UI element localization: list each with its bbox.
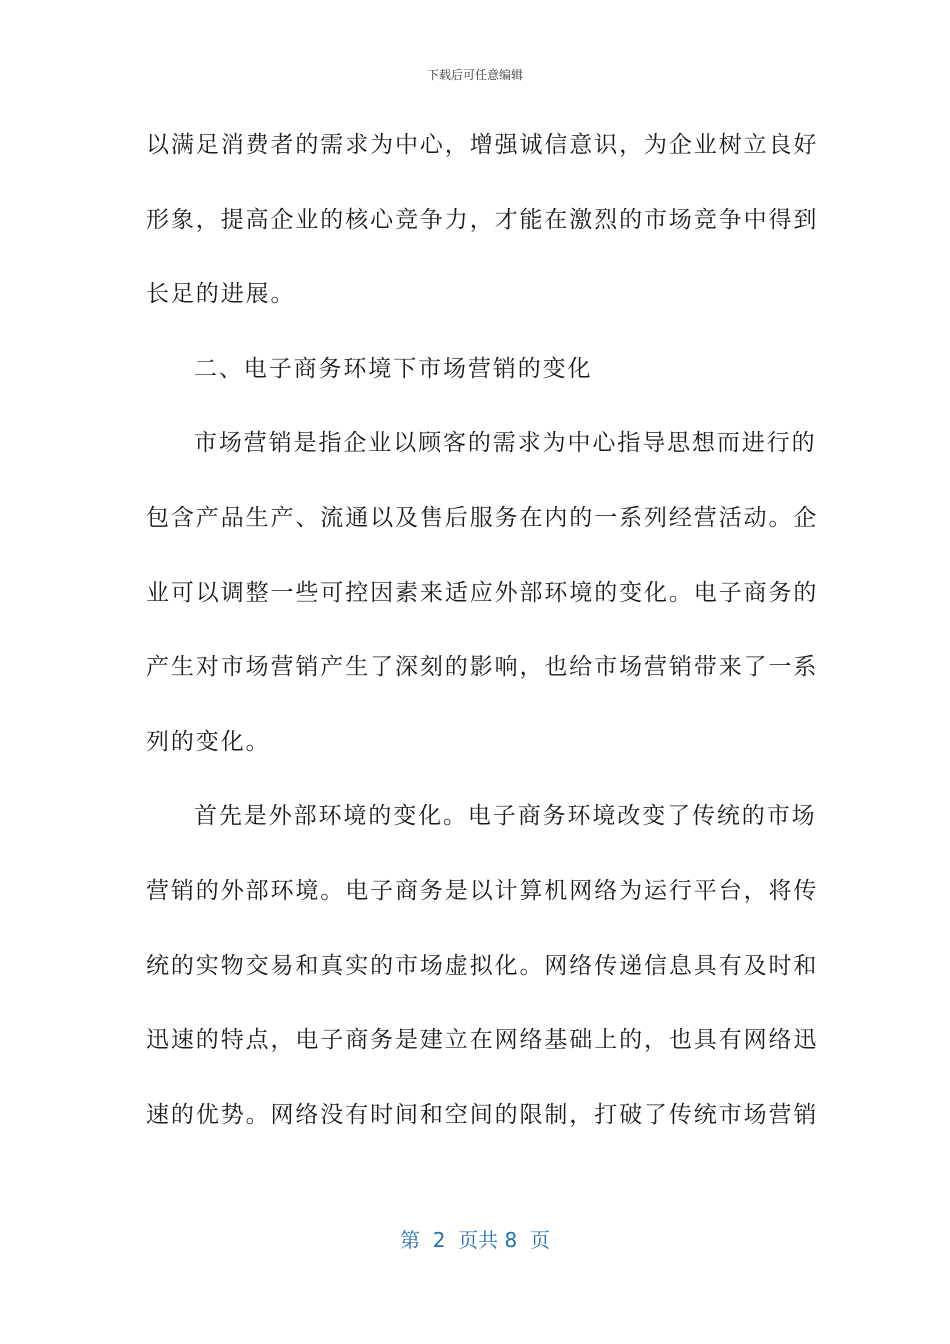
text-line: 统的实物交易和真实的市场虚拟化。网络传递信息具有及时和 — [146, 952, 819, 979]
text-line: 列的变化。 — [146, 728, 271, 755]
text-line: 形象，提高企业的核心竞争力，才能在激烈的市场竞争中得到 — [146, 206, 819, 233]
text-line: 市场营销是指企业以顾客的需求为中心指导思想而进行的 — [194, 430, 817, 457]
page-number-footer: 第 2 页共 8 页 — [400, 1228, 550, 1252]
text-line: 速的优势。网络没有时间和空间的限制，打破了传统市场营销 — [146, 1101, 819, 1128]
text-line: 长足的进展。 — [146, 281, 296, 308]
text-line: 业可以调整一些可控因素来适应外部环境的变化。电子商务的 — [146, 579, 819, 606]
text-line: 迅速的特点，电子商务是建立在网络基础上的，也具有网络迅 — [146, 1027, 819, 1054]
text-line: 产生对市场营销产生了深刻的影响，也给市场营销带来了一系 — [146, 654, 819, 681]
text-line: 以满足消费者的需求为中心，增强诚信意识，为企业树立良好 — [146, 132, 819, 158]
section-heading: 二、电子商务环境下市场营销的变化 — [194, 355, 593, 382]
document-body — [146, 108, 819, 1152]
page-header: 下载后可任意编辑 — [426, 68, 523, 82]
text-line: 首先是外部环境的变化。电子商务环境改变了传统的市场 — [194, 803, 817, 830]
text-line: 包含产品生产、流通以及售后服务在内的一系列经营活动。企 — [146, 504, 819, 531]
text-line: 营销的外部环境。电子商务是以计算机网络为运行平台，将传 — [146, 877, 819, 904]
